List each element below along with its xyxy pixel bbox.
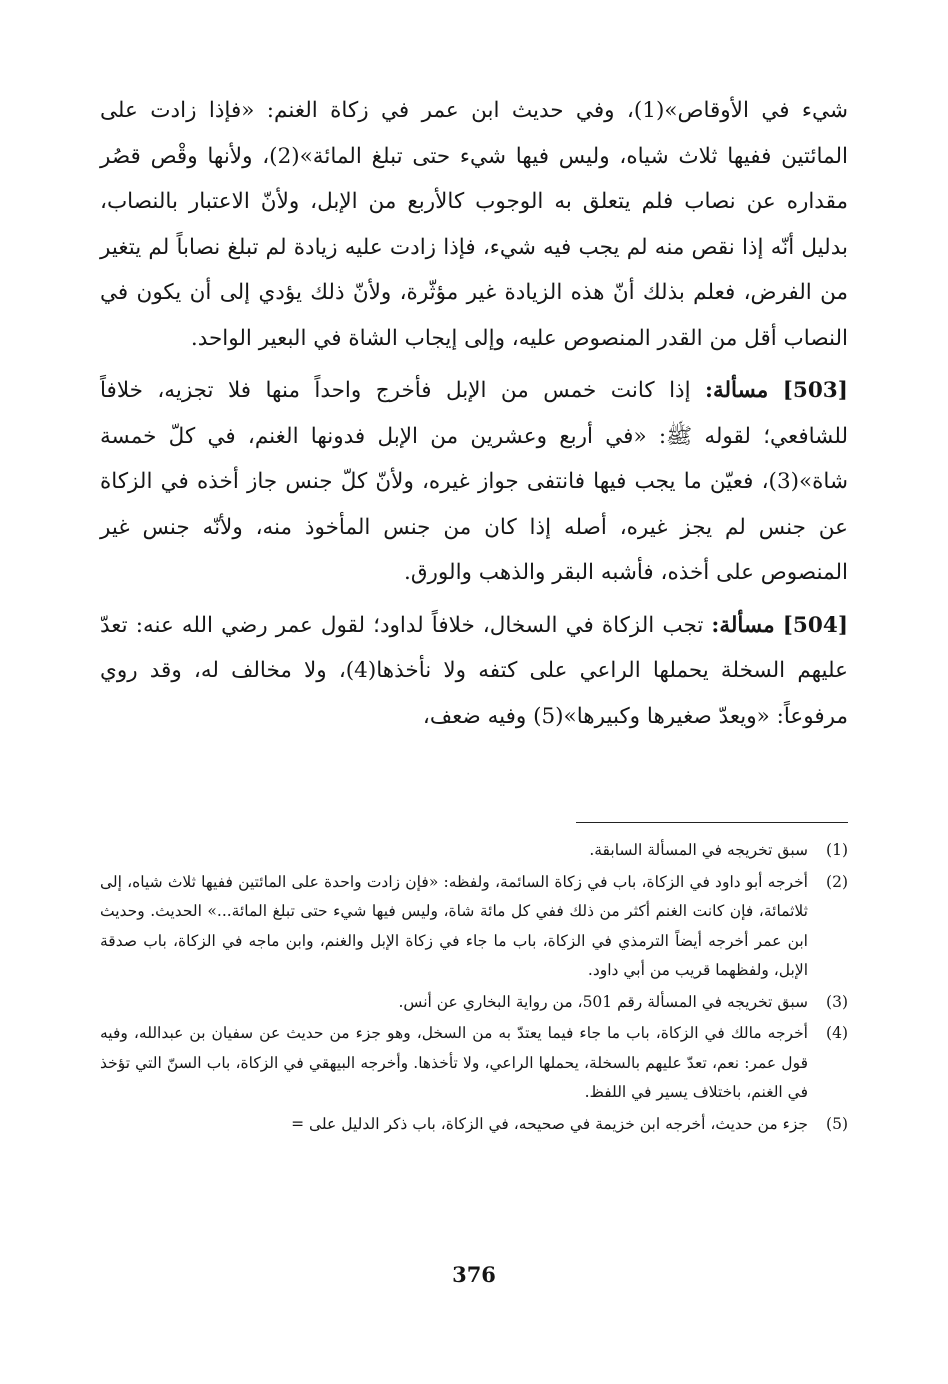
issue-503-text: إذا كانت خمس من الإبل فأخرج واحداً منها فلا تجزيه، خلافاً للشافعي؛ لقوله ﷺ: «في أربع وعشرين من الإبل فدونها الغنم، في كلّ خمسة شاة»(3)، فعيّن ما يجب فيها فانتفى جواز غيره، ولأنّ كلّ جنس جاز أخذه في الزكاة عن جنس لم يجز غيره، أصله إذا كان من جنس المأخوذ منه، ولأنّه جنس غير المنصوص على أخذه، فأشبه البقر والذهب والورق.: [100, 378, 848, 585]
footnote-text: سبق تخريجه في المسألة رقم 501، من رواية البخاري عن أنس.: [398, 992, 808, 1011]
issue-503: [100, 368, 848, 596]
page-number: 376: [452, 1262, 496, 1287]
footnote-number: (1): [826, 841, 848, 859]
paragraph-1: شيء في الأوقاص»(1)، وفي حديث ابن عمر في زكاة الغنم: «فإذا زادت على المائتين ففيها ثلاث شياه، وليس فيها شيء حتى تبلغ المائة»(2)، ولأنها وقْص قصُر مقداره عن نصاب فلم يتعلق به الوجوب كالأربع من الإبل، ولأنّ الاعتبار بالنصاب، بدليل أنّه إذا نقص منه لم يجب فيه شيء، فإذا زادت عليه زيادة لم تبلغ نصاباً لم يتغير من الفرض، فعلم بذلك أنّ هذه الزيادة غير مؤثّرة، ولأنّ ذلك يؤدي إلى أن يكون في النصاب أقل من القدر المنصوص عليه، وإلى إيجاب الشاة في البعير الواحد.: [100, 98, 848, 351]
issue-504-text: تجب الزكاة في السخال، خلافاً لداود؛ لقول عمر رضي الله عنه: تعدّ عليهم السخلة يحملها الراعي على كتفه ولا نأخذها(4)، ولا مخالف له، وقد روي مرفوعاً: «ويعدّ صغيرها وكبيرها»(5) وفيه ضعف،: [100, 612, 848, 729]
footnote-text: جزء من حديث، أخرجه ابن خزيمة في صحيحه، في الزكاة، باب ذكر الدليل على =: [291, 1114, 808, 1133]
footnote-2: [100, 868, 848, 986]
footnotes: [100, 836, 848, 1141]
footnote-5: [100, 1110, 848, 1140]
issue-504-number: [504]: [782, 612, 848, 638]
footnote-number: (3): [826, 992, 848, 1011]
footnote-divider: [576, 822, 848, 823]
issue-504: [100, 603, 848, 740]
footnote-number: (5): [826, 1114, 848, 1133]
footnote-number: (2): [826, 872, 848, 891]
issue-503-number: [503]: [782, 378, 848, 403]
footnote-text: أخرجه مالك في الزكاة، باب ما جاء فيما يعتدّ به من السخل، وهو جزء من حديث عن سفيان بن عبدالله، وفيه قول عمر: نعم، تعدّ عليهم بالسخلة، يحملها الراعي، ولا تأخذها. وأخرجه البيهقي في الزكاة، باب السنّ التي تؤخذ في الغنم، باختلاف يسير في اللفظ.: [100, 1024, 808, 1101]
footnote-1: [100, 836, 848, 866]
footnote-text: أخرجه أبو داود في الزكاة، باب في زكاة السائمة، ولفظه: «فإن زادت واحدة على المائتين ففيها ثلاث شياه، إلى ثلاثمائة، فإن كانت الغنم أكثر من ذلك ففي كل مائة شاة، وليس فيها شيء حتى تبلغ المائة...» الحديث. وحديث ابن عمر أخرجه أيضاً الترمذي في الزكاة، باب ما جاء في زكاة الإبل والغنم، وابن ماجه في الزكاة، باب صدقة الإبل، ولفظهما قريب من أبي داود.: [100, 872, 808, 979]
footnote-number: (4): [826, 1024, 848, 1042]
footnote-4: [100, 1019, 848, 1108]
issue-504-label: مسألة:: [711, 612, 775, 638]
footnote-text: سبق تخريجه في المسألة السابقة.: [589, 841, 808, 859]
main-text: [100, 88, 848, 739]
footnote-3: [100, 988, 848, 1018]
issue-503-label: مسألة:: [705, 378, 769, 403]
